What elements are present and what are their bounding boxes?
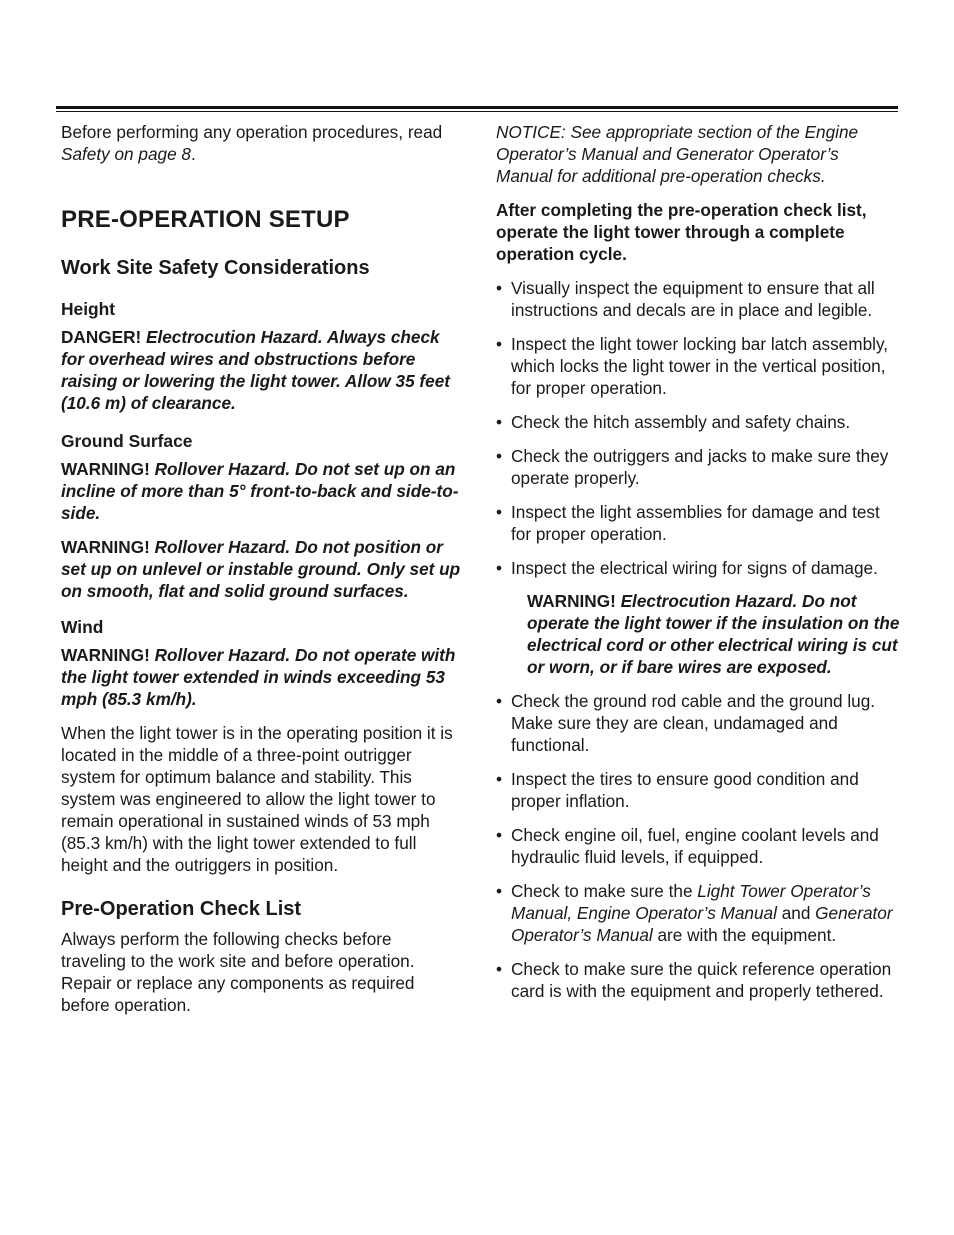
- list-item: • Check the hitch assembly and safety chains.: [496, 412, 851, 432]
- warning-label: WARNING!: [527, 591, 616, 611]
- checklist-bullets-a: [496, 277, 896, 579]
- list-item: • Check to make sure the Light Tower Operator’s Manual, Engine Operator’s Manual and Generator Operator’s Manual are with the equipment.: [496, 881, 893, 945]
- list-item: • Check the ground rod cable and the ground lug. Make sure they are clean, undamaged and functional.: [496, 691, 876, 755]
- list-item: • Check engine oil, fuel, engine coolant levels and hydraulic fluid levels, if equipped.: [496, 825, 879, 867]
- ground-heading: Ground Surface: [61, 431, 193, 451]
- after-paragraph: After completing the pre-operation check list, operate the light tower through a complete operation cycle.: [496, 200, 867, 264]
- safety-reference: Safety on page 8: [61, 144, 191, 164]
- bullet-glyph: •: [496, 959, 503, 979]
- bullet-glyph: •: [496, 334, 503, 354]
- wind-warning: WARNING! Rollover Hazard. Do not operate with the light tower extended in winds exceeding 53 mph (85.3 km/h).: [61, 645, 456, 709]
- height-danger: DANGER! Electrocution Hazard. Always check for overhead wires and obstructions before raising or lowering the light tower. Allow 35 feet (10.6 m) of clearance.: [61, 327, 451, 413]
- right-column: [496, 120, 900, 1002]
- list-item: • Inspect the light tower locking bar latch assembly, which locks the light tower in the vertical position, for proper operation.: [496, 334, 889, 398]
- bullet-glyph: •: [496, 502, 503, 522]
- checklist-title: Pre-Operation Check List: [61, 898, 302, 920]
- list-item: • Check the outriggers and jacks to make sure they operate properly.: [496, 446, 889, 488]
- intro-paragraph: Before performing any operation procedures, read Safety on page 8.: [61, 122, 443, 164]
- danger-label: DANGER!: [61, 327, 142, 347]
- work-site-title: Work Site Safety Considerations: [61, 257, 370, 279]
- list-item: • Inspect the electrical wiring for signs of damage.: [496, 558, 878, 578]
- list-item: • Check to make sure the quick reference operation card is with the equipment and properly tethered.: [496, 959, 892, 1001]
- list-item: • Inspect the light assemblies for damage and test for proper operation.: [496, 502, 880, 544]
- bullet-glyph: •: [496, 412, 503, 432]
- height-heading: Height: [61, 299, 116, 319]
- bullet-glyph: •: [496, 769, 503, 789]
- bullet-glyph: •: [496, 446, 503, 466]
- list-item: • Inspect the tires to ensure good condition and proper inflation.: [496, 769, 859, 811]
- bullet-glyph: •: [496, 825, 503, 845]
- checklist-body: Always perform the following checks before traveling to the work site and before operation. Repair or replace any components as required before operation.: [61, 929, 415, 1015]
- bullet-glyph: •: [496, 691, 503, 711]
- warning-label: WARNING!: [61, 645, 150, 665]
- section-title: PRE-OPERATION SETUP: [61, 206, 350, 233]
- manual-names: Light Tower Operator’s Manual, Engine Operator’s Manual: [511, 881, 871, 923]
- wind-heading: Wind: [61, 617, 104, 637]
- bullet-glyph: •: [496, 881, 503, 901]
- bullet-glyph: •: [496, 278, 503, 298]
- left-column: [61, 120, 461, 1016]
- bullet-glyph: •: [496, 558, 503, 578]
- list-item: • Visually inspect the equipment to ensure that all instructions and decals are in place and legible.: [496, 278, 875, 320]
- warning-label: WARNING!: [61, 537, 150, 557]
- header-rule: [56, 106, 898, 112]
- wind-body: When the light tower is in the operating position it is located in the middle of a three-point outrigger system for optimum balance and stability. This system was engineered to allow the light tower to remain operational in sustained winds of 53 mph (85.3 km/h) with the light tower extended to full height and the outriggers in position.: [61, 723, 453, 875]
- ground-warning-2: WARNING! Rollover Hazard. Do not position or set up on unlevel or instable ground. Only set up on smooth, flat and solid ground surfaces.: [61, 537, 461, 601]
- ground-warning-1: WARNING! Rollover Hazard. Do not set up on an incline of more than 5° front-to-back and side-to-side.: [61, 459, 459, 523]
- electrocution-warning: WARNING! Electrocution Hazard. Do not operate the light tower if the insulation on the electrical cord or other electrical wiring is cut or worn, or if bare wires are exposed.: [527, 591, 900, 677]
- notice-paragraph: NOTICE: See appropriate section of the Engine Operator’s Manual and Generator Operator’s Manual for additional pre-operation checks.: [496, 122, 859, 186]
- generator-manual-name: Generator Operator’s Manual: [511, 903, 893, 945]
- checklist-bullets-b: [496, 690, 896, 868]
- checklist-bullets-c: [496, 880, 896, 1002]
- warning-label: WARNING!: [61, 459, 150, 479]
